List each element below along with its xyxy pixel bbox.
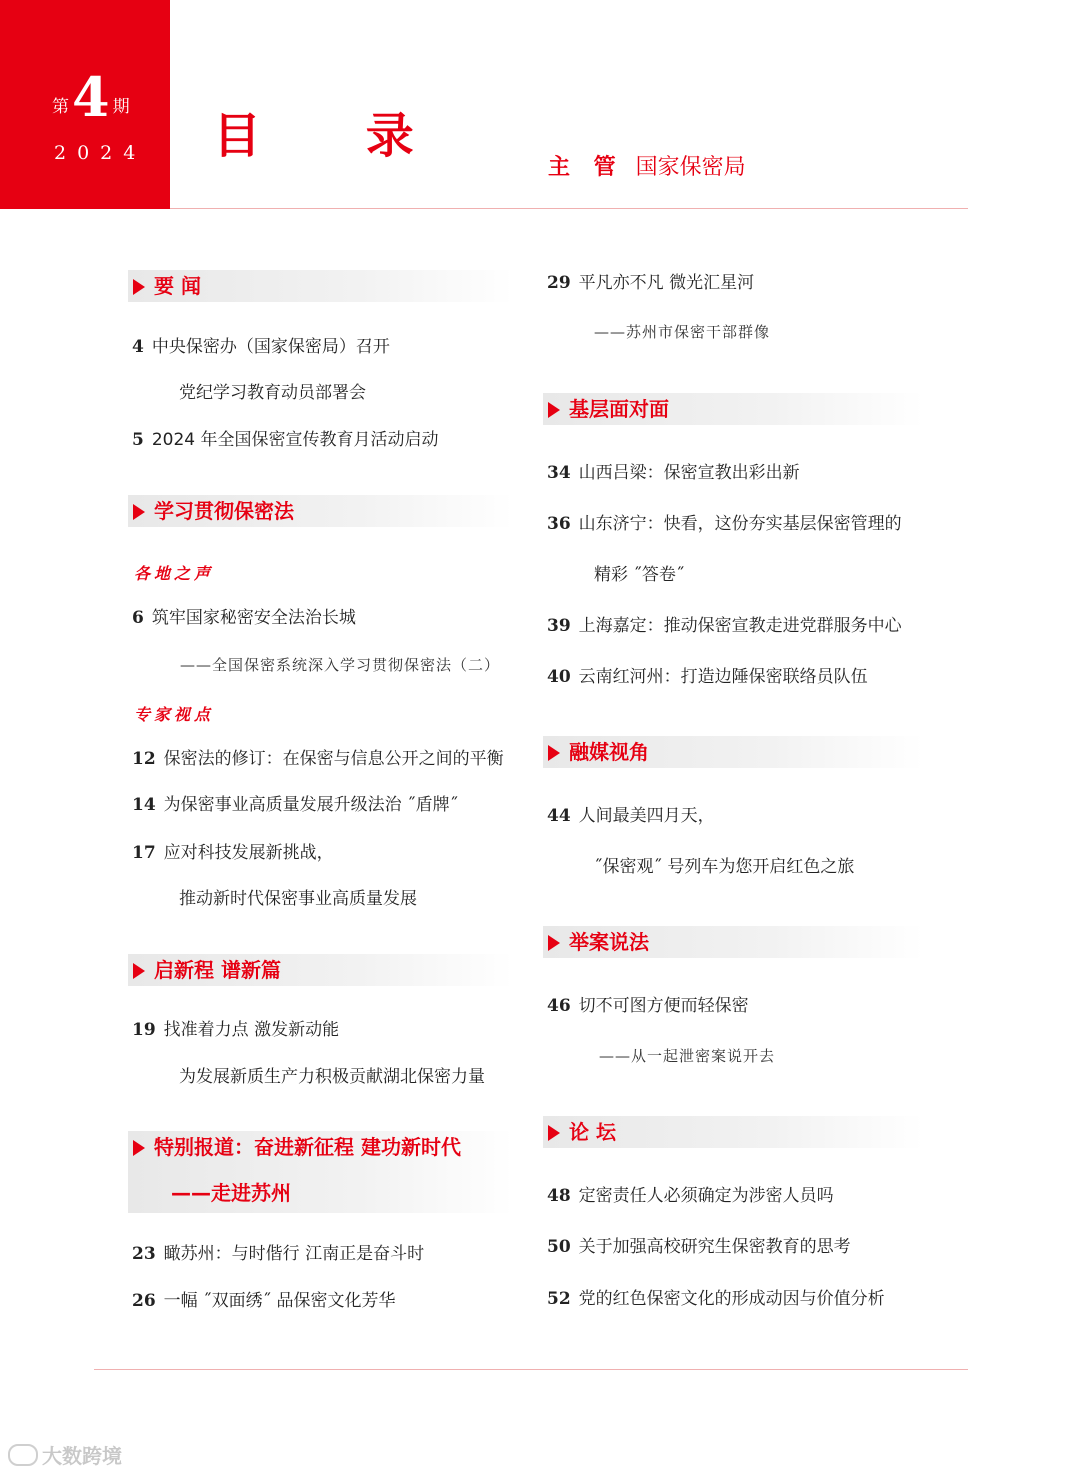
entry-title: 筑牢国家秘密安全法治长城 [151, 608, 356, 628]
page-number: 34 [547, 463, 571, 483]
watermark [8, 1440, 122, 1469]
entry-title: 党的红色保密文化的形成动因与价值分析 [578, 1289, 885, 1309]
page-number: 19 [132, 1020, 156, 1040]
entry-title: 切不可图方便而轻保密 [578, 996, 749, 1016]
toc-entry[interactable] [132, 794, 458, 816]
toc-entry[interactable] [132, 1290, 395, 1312]
toc-entry[interactable] [547, 272, 754, 294]
page-number: 12 [132, 749, 156, 769]
toc-entry[interactable] [547, 615, 902, 637]
section-title: 基层面对面 [569, 397, 669, 421]
header-divider [170, 208, 968, 209]
toc-entry[interactable] [547, 995, 749, 1017]
issue-suffix: 期 [112, 97, 130, 117]
toc-entry[interactable] [547, 1288, 885, 1310]
supervisor-label: 主 管 [548, 155, 624, 180]
toc-entry[interactable] [132, 842, 334, 864]
section-header-forum[interactable] [543, 1116, 923, 1148]
page-number: 17 [132, 843, 156, 863]
triangle-bullet-icon [548, 402, 560, 418]
entry-title: 关于加强高校研究生保密教育的思考 [578, 1237, 851, 1257]
section-title: 学习贯彻保密法 [154, 499, 294, 523]
toc-entry[interactable] [547, 1185, 834, 1207]
toc-entry[interactable] [132, 607, 356, 629]
section-title: 论 坛 [569, 1120, 616, 1144]
section-header-case-study[interactable] [543, 926, 923, 958]
toc-entry[interactable] [547, 666, 868, 688]
entry-title: 山西吕梁：保密宣教出彩出新 [578, 463, 800, 483]
entry-title: 瞰苏州：与时偕行 江南正是奋斗时 [163, 1244, 425, 1264]
toc-entry[interactable] [547, 462, 800, 484]
page-number: 36 [547, 514, 571, 534]
toc-entry[interactable] [547, 1236, 851, 1258]
subsection-title: 各地之声 [134, 564, 215, 583]
triangle-bullet-icon [548, 935, 560, 951]
page-number: 23 [132, 1244, 156, 1264]
entry-title: 人间最美四月天， [578, 806, 715, 826]
toc-entry[interactable] [132, 1243, 424, 1265]
toc-entry[interactable] [132, 336, 390, 358]
entry-continuation: 为发展新质生产力积极贡献湖北保密力量 [179, 1067, 485, 1087]
entry-title: 山东济宁：快看，这份夯实基层保密管理的 [578, 514, 902, 534]
page-number: 44 [547, 806, 571, 826]
page-number: 6 [132, 608, 144, 628]
entry-title: 中央保密办（国家保密局）召开 [151, 337, 390, 357]
entry-subtitle: ——全国保密系统深入学习贯彻保密法（二） [180, 656, 501, 674]
entry-title: 保密法的修订：在保密与信息公开之间的平衡 [163, 749, 504, 769]
page-number: 14 [132, 795, 156, 815]
watermark-logo-icon [8, 1444, 38, 1466]
section-header-grassroots[interactable] [543, 393, 923, 425]
entry-title: 为保密事业高质量发展升级法治 ˝盾牌˝ [163, 795, 459, 815]
watermark-text: 大数跨境 [42, 1444, 122, 1468]
issue-number-row [52, 65, 130, 129]
section-title: 举案说法 [569, 930, 649, 954]
footer-divider [94, 1369, 968, 1370]
supervisor-name: 国家保密局 [635, 155, 746, 180]
section-header-special-report[interactable] [128, 1131, 513, 1213]
toc-entry[interactable] [547, 513, 902, 535]
entry-title: 2024 年全国保密宣传教育月活动启动 [151, 430, 439, 450]
entry-subtitle: ——苏州市保密干部群像 [594, 323, 771, 341]
page-title: 目 录 [213, 108, 458, 164]
triangle-bullet-icon [548, 1125, 560, 1141]
page-number: 46 [547, 996, 571, 1016]
section-title: 要 闻 [154, 274, 201, 298]
entry-continuation: ˝保密观˝ 号列车为您开启红色之旅 [594, 857, 855, 877]
toc-entry[interactable] [547, 805, 715, 827]
triangle-bullet-icon [548, 745, 560, 761]
entry-title: 上海嘉定：推动保密宣教走进党群服务中心 [578, 616, 902, 636]
issue-prefix: 第 [52, 97, 69, 117]
toc-entry[interactable] [132, 1019, 339, 1041]
page-number: 29 [547, 273, 571, 293]
section-title: 启新程 谱新篇 [154, 958, 281, 982]
entry-title: 应对科技发展新挑战， [163, 843, 334, 863]
entry-title: 平凡亦不凡 微光汇星河 [578, 273, 755, 293]
entry-title: 找准着力点 激发新动能 [163, 1020, 340, 1040]
page-number: 50 [547, 1237, 571, 1257]
issue-number: 4 [72, 65, 110, 129]
triangle-bullet-icon [133, 279, 145, 295]
section-title-line2: ——走进苏州 [171, 1181, 291, 1205]
triangle-bullet-icon [133, 1140, 145, 1156]
entry-continuation: 党纪学习教育动员部署会 [179, 383, 366, 403]
toc-entry[interactable] [132, 429, 439, 451]
section-header-new-journey[interactable] [128, 954, 513, 986]
section-header-news[interactable] [128, 270, 513, 302]
entry-subtitle: ——从一起泄密案说开去 [599, 1047, 776, 1065]
supervisor [548, 150, 746, 181]
section-title: 融媒视角 [569, 740, 649, 764]
section-title: 特别报道：奋进新征程 建功新时代 [154, 1135, 461, 1159]
triangle-bullet-icon [133, 504, 145, 520]
page-number: 4 [132, 337, 144, 357]
entry-title: 云南红河州：打造边陲保密联络员队伍 [578, 667, 868, 687]
entry-continuation: 精彩 ˝答卷˝ [594, 565, 685, 585]
entry-title: 一幅 ˝双面绣˝ 品保密文化芳华 [163, 1291, 396, 1311]
section-header-study-law[interactable] [128, 495, 513, 527]
section-header-media[interactable] [543, 736, 923, 768]
triangle-bullet-icon [133, 963, 145, 979]
subsection-title: 专家视点 [134, 705, 215, 724]
page-number: 5 [132, 430, 144, 450]
entry-title: 定密责任人必须确定为涉密人员吗 [578, 1186, 834, 1206]
page-number: 40 [547, 667, 571, 687]
page-number: 52 [547, 1289, 571, 1309]
page-number: 39 [547, 616, 571, 636]
issue-block [0, 0, 170, 209]
issue-year: 2024 [54, 142, 147, 164]
toc-entry[interactable] [132, 748, 504, 770]
page-number: 48 [547, 1186, 571, 1206]
entry-continuation: 推动新时代保密事业高质量发展 [179, 889, 417, 909]
page-number: 26 [132, 1291, 156, 1311]
